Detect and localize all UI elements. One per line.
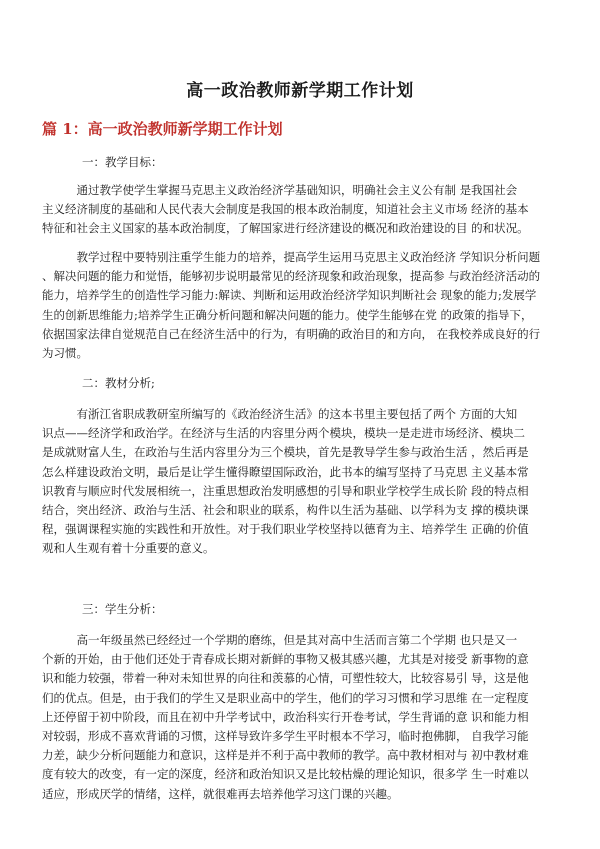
document-subtitle: 篇 1：高一政治教师新学期工作计划 bbox=[42, 120, 283, 138]
paragraph-material-analysis bbox=[42, 405, 562, 559]
section-heading-teaching-goals: 一：教学目标： bbox=[82, 155, 163, 169]
paragraph-line: 识和能力较强，带着一种对未知世界的向往和羡慕的心情，可塑性较大，比较容易引 导，这是他 bbox=[42, 671, 529, 686]
paragraph-line: 适应，形成厌学的情绪，这样，就很难再去培养他学习这门课的兴趣。 bbox=[42, 786, 399, 801]
paragraph-line: 通过教学使学生掌握马克思主义政治经济学基础知识，明确社会主义公有制 是我国社会 bbox=[42, 183, 518, 197]
paragraph-line: 怎么样建设政治文明，最后是让学生懂得瞭望国际政治，此书本的编写坚持了马克思 主义基本常 bbox=[42, 464, 529, 479]
paragraph-line: 生的创新思维能力;培养学生正确分析问题和解决问题的能力。使学生能够在党 的政策的指导下， bbox=[42, 307, 533, 322]
paragraph-line: 观和人生观有着十分重要的意义。 bbox=[42, 541, 215, 556]
paragraph-line: 依据国家法律自觉规范自己在经济生活中的行为，有明确的政治目的和方向， 在我校养成良好的行 bbox=[42, 326, 541, 341]
paragraph-line: 主义经济制度的基础和人民代表大会制度是我国的根本政治制度，知道社会主义市场 经济的基本 bbox=[42, 202, 529, 217]
paragraph-line: 识教育与顺应时代发展相统一，注重思想政治发明感想的引导和职业学校学生成长阶 段的特点相 bbox=[42, 483, 529, 498]
section-heading-material-analysis: 二：教材分析; bbox=[82, 376, 155, 390]
paragraph-line: 上还停留于初中阶段，而且在初中升学考试中，政治科实行开卷考试，学生背诵的意 识和能力相 bbox=[42, 709, 529, 724]
paragraph-line: 有浙江省职成教研室所编写的《政治经济生活》的这本书里主要包括了两个 方面的大知 bbox=[42, 407, 518, 421]
paragraph-line: 、解决问题的能力和觉悟，能够初步说明最常见的经济现象和政治现象，提高参 与政治经济活动的 bbox=[42, 269, 541, 284]
paragraph-line: 能力，培养学生的创造性学习能力:解读、判断和运用政治经济学知识判断社会 现象的能力;发展学 bbox=[42, 288, 537, 303]
paragraph-teaching-goals-1 bbox=[42, 181, 562, 239]
paragraph-line: 高一年级虽然已经经过一个学期的磨练，但是其对高中生活而言第二个学期 也只是又一 bbox=[42, 633, 518, 647]
paragraph-line: 结合，突出经济、政治与生活、社会和职业的联系，构件以生活为基础、以学科为支 撑的模块课 bbox=[42, 503, 529, 518]
paragraph-line: 度有较大的改变，有一定的深度，经济和政治知识又是比较枯燥的理论知识，很多学 生一时难以 bbox=[42, 767, 529, 782]
paragraph-line: 教学过程中要特别注重学生能力的培养，提高学生运用马克思主义政治经济 学知识分析问题 bbox=[42, 250, 541, 264]
paragraph-line: 为习惯。 bbox=[42, 346, 88, 361]
paragraph-line: 们的优点。但是，由于我们的学生又是职业高中的学生，他们的学习习惯和学习思维 在一定程度 bbox=[42, 690, 529, 705]
paragraph-student-analysis bbox=[42, 631, 562, 804]
paragraph-line: 个新的开始，由于他们还处于青春成长期对新鲜的事物又极其感兴趣，尤其是对接受 新事物的意 bbox=[42, 652, 529, 667]
paragraph-line: 力差，缺少分析问题能力和意识，这样是并不利于高中教师的教学。高中教材相对与 初中教材难 bbox=[42, 748, 529, 763]
paragraph-line: 特征和社会主义国家的基本政治制度，了解国家进行经济建设的概况和政治建设的目 的和状况。 bbox=[42, 221, 529, 236]
section-heading-student-analysis: 三：学生分析： bbox=[82, 602, 163, 616]
paragraph-line: 识点——经济学和政治学。在经济与生活的内容里分两个模块，模块一是走进市场经济、模块二 bbox=[42, 426, 525, 441]
paragraph-line: 对较弱，形成不喜欢背诵的习惯，这样导致许多学生平时根本不学习，临时抱佛脚， 自我学习能 bbox=[42, 729, 529, 744]
paragraph-line: 是成就财富人生，在政治与生活内容里分为三个模块，首先是教导学生参与政治生活 ，然后再是 bbox=[42, 445, 529, 460]
paragraph-line: 程，强调课程实施的实践性和开放性。对于我们职业学校坚持以德育为主、培养学生 正确的价值 bbox=[42, 522, 529, 537]
document-title: 高一政治教师新学期工作计划 bbox=[186, 81, 414, 101]
paragraph-teaching-goals-2 bbox=[42, 248, 562, 363]
